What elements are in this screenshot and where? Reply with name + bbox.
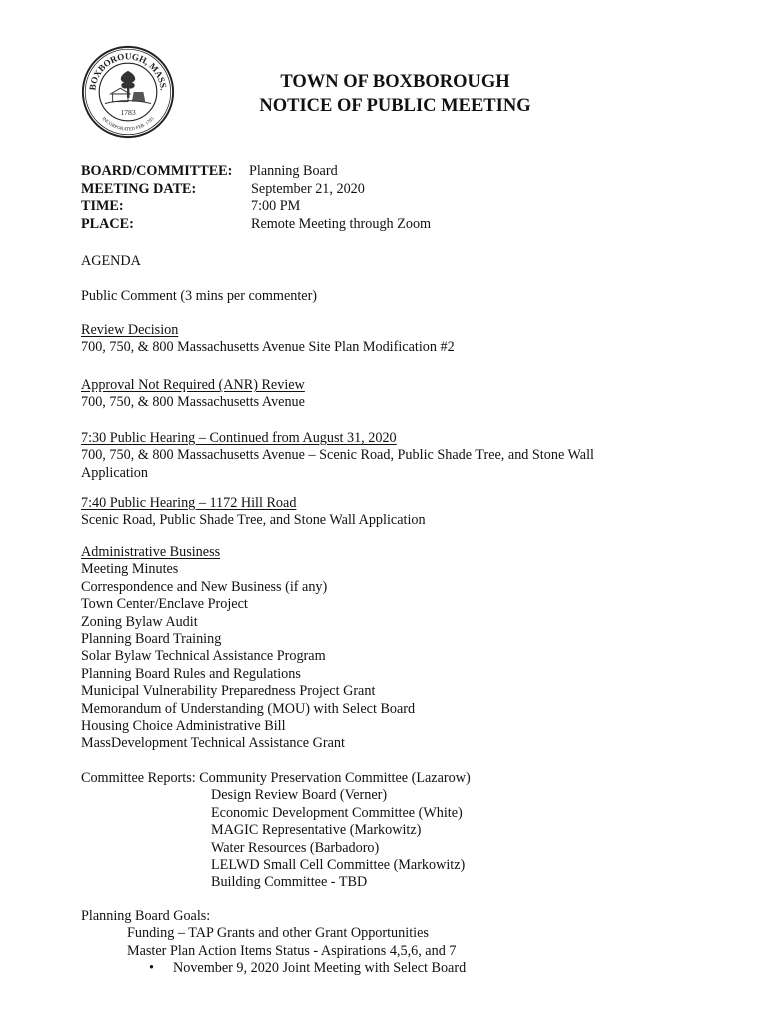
date-label: MEETING DATE: <box>81 180 197 197</box>
list-item: Funding – TAP Grants and other Grant Opportunities <box>127 925 429 942</box>
agenda-item-line: 700, 750, & 800 Massachusetts Avenue <box>81 394 305 411</box>
agenda-item-hearing-740 <box>81 495 681 530</box>
date-value: September 21, 2020 <box>251 180 365 197</box>
agenda-item-heading: 7:30 Public Hearing – Continued from August 31, 2020 <box>81 430 397 446</box>
agenda-item-heading: Approval Not Required (ANR) Review <box>81 377 305 393</box>
bullet-text: November 9, 2020 Joint Meeting with Select Board <box>173 960 467 977</box>
planning-board-goals <box>81 908 466 978</box>
agenda-item-heading: 7:40 Public Hearing – 1172 Hill Road <box>81 495 297 511</box>
list-item: Planning Board Rules and Regulations <box>81 665 301 682</box>
public-comment: Public Comment (3 mins per commenter) <box>81 288 318 304</box>
list-item: Building Committee - TBD <box>211 874 368 891</box>
svg-text:INCORPORATED FEB. 1783: INCORPORATED FEB. 1783 <box>100 116 156 133</box>
goals-label: Planning Board Goals: <box>81 908 211 924</box>
place-row <box>81 216 431 234</box>
list-item: Design Review Board (Verner) <box>211 787 388 804</box>
board-row <box>81 163 431 181</box>
list-item: Memorandum of Understanding (MOU) with Select Board <box>81 700 416 717</box>
time-label: TIME: <box>81 198 124 214</box>
agenda-item-review-decision <box>81 322 681 357</box>
agenda-item-line: 700, 750, & 800 Massachusetts Avenue – Scenic Road, Public Shade Tree, and Stone Wall <box>81 447 594 464</box>
list-item: MAGIC Representative (Markowitz) <box>211 822 422 839</box>
document-title: TOWN OF BOXBOROUGH <box>280 72 510 92</box>
bullet-icon: • <box>149 960 154 977</box>
list-item: Planning Board Training <box>81 631 222 648</box>
agenda-item-heading: Review Decision <box>81 322 179 338</box>
agenda-item-line: Application <box>81 464 148 481</box>
place-value: Remote Meeting through Zoom <box>251 215 432 232</box>
list-item: Water Resources (Barbadoro) <box>211 839 380 856</box>
administrative-business <box>81 544 681 753</box>
board-value: Planning Board <box>249 163 338 179</box>
list-item: Master Plan Action Items Status - Aspirations 4,5,6, and 7 <box>127 942 457 959</box>
admin-heading: Administrative Business <box>81 544 221 560</box>
agenda-item-hearing-730 <box>81 430 681 482</box>
svg-text:1783: 1783 <box>120 108 136 118</box>
agenda-item-anr-review <box>81 377 681 412</box>
bullet-item <box>81 960 466 977</box>
svg-text:BOXBOROUGH, MASS.: BOXBOROUGH, MASS. <box>87 51 169 91</box>
board-label: BOARD/COMMITTEE: <box>81 163 233 179</box>
list-item: Economic Development Committee (White) <box>211 804 463 821</box>
list-item: MassDevelopment Technical Assistance Grant <box>81 735 345 752</box>
time-value: 7:00 PM <box>251 198 301 214</box>
list-item: Municipal Vulnerability Preparedness Project Grant <box>81 683 376 700</box>
agenda-heading: AGENDA <box>81 253 141 269</box>
place-label: PLACE: <box>81 215 134 232</box>
list-item: LELWD Small Cell Committee (Markowitz) <box>211 857 466 874</box>
date-row <box>81 181 431 199</box>
document-subtitle: NOTICE OF PUBLIC MEETING <box>259 96 531 116</box>
list-item: Solar Bylaw Technical Assistance Program <box>81 648 326 665</box>
list-item: Housing Choice Administrative Bill <box>81 718 286 735</box>
committee-reports <box>81 770 471 892</box>
meeting-details <box>81 163 431 233</box>
town-seal <box>80 44 176 140</box>
list-item: Town Center/Enclave Project <box>81 596 248 613</box>
list-item: Meeting Minutes <box>81 561 179 578</box>
committee-reports-label: Committee Reports: <box>81 770 196 786</box>
agenda-item-line: Scenic Road, Public Shade Tree, and Stone Wall Application <box>81 512 426 529</box>
agenda-item-line: 700, 750, & 800 Massachusetts Avenue Site Plan Modification #2 <box>81 339 455 356</box>
time-row <box>81 198 431 216</box>
list-item: Correspondence and New Business (if any) <box>81 578 328 595</box>
list-item: Zoning Bylaw Audit <box>81 613 198 630</box>
list-item: Community Preservation Committee (Lazarow) <box>199 770 471 786</box>
